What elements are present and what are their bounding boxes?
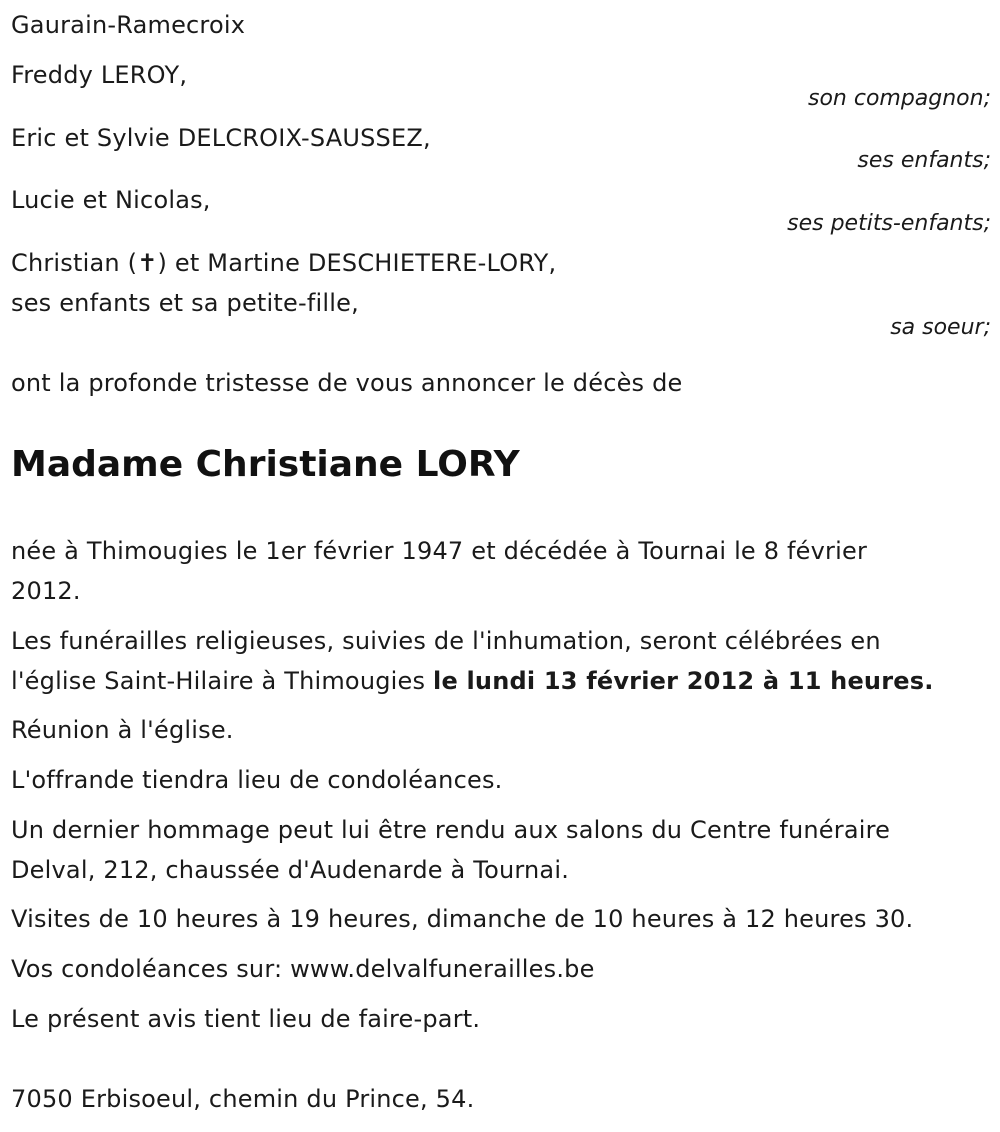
- family-name-sister-children: ses enfants et sa petite-fille,: [11, 289, 359, 317]
- birth-death-line-1: née à Thimougies le 1er février 1947 et décédée à Tournai le 8 février: [11, 537, 868, 565]
- tribute-line-1: Un dernier hommage peut lui être rendu aux salons du Centre funéraire: [11, 816, 891, 844]
- notice-text: Le présent avis tient lieu de faire-part.: [11, 1005, 481, 1033]
- funeral-line-2: [11, 666, 934, 696]
- tribute-line-2: Delval, 212, chaussée d'Audenarde à Tournai.: [11, 856, 570, 884]
- family-name-sister: Christian (✝) et Martine DESCHIETERE-LORY,: [11, 249, 557, 277]
- family-role-companion: son compagnon;: [807, 86, 991, 111]
- family-role-sister: sa soeur;: [890, 315, 991, 340]
- family-role-grandchildren: ses petits-enfants;: [787, 211, 991, 236]
- deceased-name: Madame Christiane LORY: [11, 444, 520, 485]
- family-name-children: Eric et Sylvie DELCROIX-SAUSSEZ,: [11, 124, 431, 152]
- family-role-children: ses enfants;: [857, 148, 991, 173]
- funeral-church: l'église Saint-Hilaire à Thimougies: [11, 667, 434, 695]
- family-name-companion: Freddy LEROY,: [11, 61, 188, 89]
- family-address: 7050 Erbisoeul, chemin du Prince, 54.: [11, 1085, 475, 1113]
- obituary-notice: [11, 0, 991, 1132]
- meeting-text: Réunion à l'église.: [11, 716, 234, 744]
- announcement-text: ont la profonde tristesse de vous annoncer le décès de: [11, 369, 683, 397]
- funeral-line-1: Les funérailles religieuses, suivies de l'inhumation, seront célébrées en: [11, 627, 881, 655]
- condolences-website: Vos condoléances sur: www.delvalfunerailles.be: [11, 955, 595, 983]
- funeral-date-time: le lundi 13 février 2012 à 11 heures.: [433, 667, 934, 695]
- location-heading: Gaurain-Ramecroix: [11, 11, 246, 39]
- offering-text: L'offrande tiendra lieu de condoléances.: [11, 766, 503, 794]
- birth-death-line-2: 2012.: [11, 577, 81, 605]
- visiting-hours: Visites de 10 heures à 19 heures, dimanche de 10 heures à 12 heures 30.: [11, 905, 914, 933]
- family-name-grandchildren: Lucie et Nicolas,: [11, 186, 211, 214]
